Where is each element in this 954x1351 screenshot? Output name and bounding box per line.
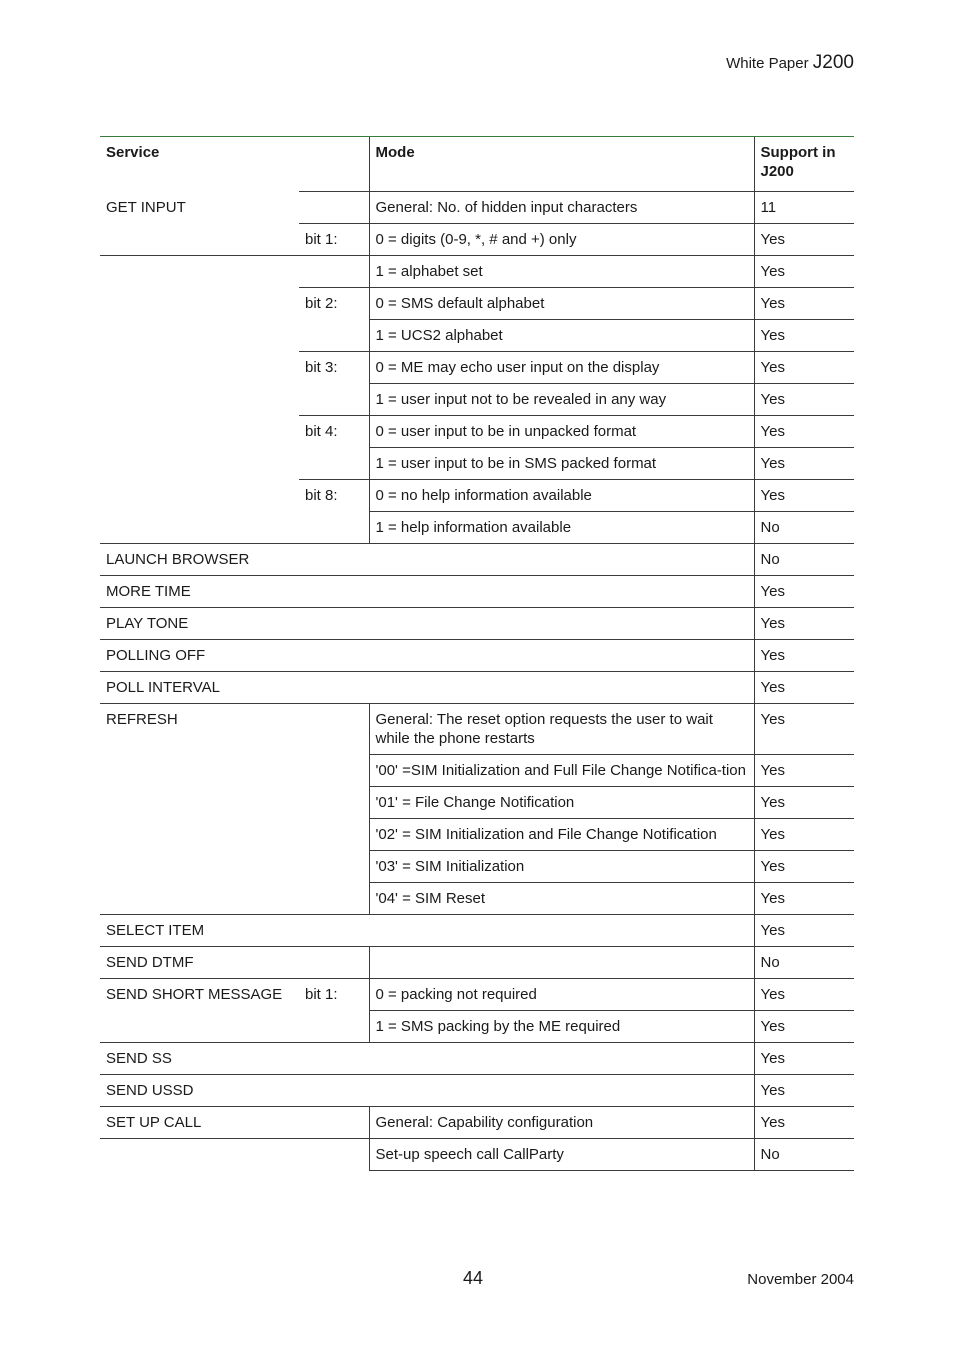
support-cell: Yes: [754, 288, 854, 320]
mode-cell: 1 = help information available: [369, 512, 754, 544]
support-cell: Yes: [754, 787, 854, 819]
bit-cell: [299, 448, 369, 480]
mode-cell: 0 = no help information available: [369, 480, 754, 512]
service-cell: SEND SHORT MESSAGE: [100, 979, 299, 1011]
mode-cell: 0 = SMS default alphabet: [369, 288, 754, 320]
mode-cell: 1 = UCS2 alphabet: [369, 320, 754, 352]
table-row: [100, 416, 854, 448]
bit-cell: bit 2:: [299, 288, 369, 320]
mode-cell: '03' = SIM Initialization: [369, 851, 754, 883]
support-cell: Yes: [754, 672, 854, 704]
table-row: [100, 544, 854, 576]
table-row: [100, 256, 854, 288]
table-row: [100, 787, 854, 819]
mode-cell: General: The reset option requests the user to wait while the phone restarts: [369, 704, 754, 755]
mode-cell: 1 = user input not to be revealed in any way: [369, 384, 754, 416]
table-row: [100, 384, 854, 416]
service-cell: [100, 1139, 369, 1171]
bit-cell: [299, 320, 369, 352]
support-cell: Yes: [754, 384, 854, 416]
service-cell: [100, 787, 369, 819]
table-row: [100, 288, 854, 320]
service-cell: [100, 512, 299, 544]
table-row: [100, 915, 854, 947]
support-cell: Yes: [754, 755, 854, 787]
service-cell: [100, 480, 299, 512]
table-row: [100, 448, 854, 480]
service-cell: [100, 320, 299, 352]
service-cell: [100, 288, 299, 320]
mode-cell: General: Capability configuration: [369, 1107, 754, 1139]
doc-type: White Paper: [726, 55, 809, 72]
support-cell: Yes: [754, 352, 854, 384]
mode-cell: 0 = digits (0-9, *, # and +) only: [369, 224, 754, 256]
bit-cell: [299, 1011, 369, 1043]
support-cell: No: [754, 512, 854, 544]
table-row: [100, 979, 854, 1011]
table-row: [100, 1107, 854, 1139]
header-support: Support in J200: [754, 137, 854, 192]
service-cell: [100, 755, 369, 787]
support-cell: Yes: [754, 915, 854, 947]
service-cell: SEND USSD: [100, 1075, 754, 1107]
table-row: [100, 640, 854, 672]
service-cell: SELECT ITEM: [100, 915, 754, 947]
support-cell: No: [754, 544, 854, 576]
support-cell: 11: [754, 192, 854, 224]
service-cell: SEND SS: [100, 1043, 754, 1075]
service-cell: PLAY TONE: [100, 608, 754, 640]
support-cell: Yes: [754, 1075, 854, 1107]
table-row: [100, 1139, 854, 1171]
service-cell: [100, 384, 299, 416]
mode-cell: '04' = SIM Reset: [369, 883, 754, 915]
bit-cell: bit 1:: [299, 979, 369, 1011]
support-cell: Yes: [754, 704, 854, 755]
support-cell: Yes: [754, 851, 854, 883]
table-row: [100, 851, 854, 883]
bit-cell: bit 8:: [299, 480, 369, 512]
mode-cell: '02' = SIM Initialization and File Change Notification: [369, 819, 754, 851]
table-row: [100, 320, 854, 352]
support-cell: Yes: [754, 224, 854, 256]
mode-cell: 0 = user input to be in unpacked format: [369, 416, 754, 448]
service-cell: [100, 352, 299, 384]
support-cell: Yes: [754, 256, 854, 288]
support-cell: Yes: [754, 448, 854, 480]
bit-cell: [299, 512, 369, 544]
table-row: [100, 512, 854, 544]
header-service: Service: [100, 137, 369, 192]
bit-cell: [299, 192, 369, 224]
mode-cell: 0 = ME may echo user input on the display: [369, 352, 754, 384]
table-row: [100, 755, 854, 787]
table-row: [100, 576, 854, 608]
service-cell: REFRESH: [100, 704, 369, 755]
support-cell: Yes: [754, 883, 854, 915]
support-cell: Yes: [754, 1011, 854, 1043]
service-cell: [100, 819, 369, 851]
table-row: [100, 480, 854, 512]
support-cell: No: [754, 947, 854, 979]
bit-cell: [299, 384, 369, 416]
table-row: [100, 672, 854, 704]
service-cell: POLL INTERVAL: [100, 672, 754, 704]
table-row: [100, 1075, 854, 1107]
table-row: [100, 352, 854, 384]
mode-cell: [369, 947, 754, 979]
table-row: [100, 608, 854, 640]
header-mode: Mode: [369, 137, 754, 192]
support-cell: Yes: [754, 416, 854, 448]
model-name: J200: [812, 52, 854, 73]
bit-cell: bit 3:: [299, 352, 369, 384]
table-row: [100, 704, 854, 755]
service-cell: POLLING OFF: [100, 640, 754, 672]
service-cell: [100, 883, 369, 915]
bit-cell: bit 4:: [299, 416, 369, 448]
support-cell: Yes: [754, 576, 854, 608]
mode-cell: 1 = user input to be in SMS packed format: [369, 448, 754, 480]
publication-date: November 2004: [747, 1271, 854, 1288]
service-cell: [100, 851, 369, 883]
service-cell: SET UP CALL: [100, 1107, 369, 1139]
service-cell: MORE TIME: [100, 576, 754, 608]
table-row: [100, 192, 854, 224]
mode-cell: 0 = packing not required: [369, 979, 754, 1011]
support-cell: Yes: [754, 320, 854, 352]
bit-cell: [299, 256, 369, 288]
support-cell: Yes: [754, 608, 854, 640]
table-header-row: [100, 137, 854, 192]
service-cell: [100, 416, 299, 448]
mode-cell: 1 = alphabet set: [369, 256, 754, 288]
support-cell: No: [754, 1139, 854, 1171]
table-row: [100, 819, 854, 851]
services-table: [100, 136, 854, 1171]
mode-cell: '01' = File Change Notification: [369, 787, 754, 819]
service-cell: SEND DTMF: [100, 947, 369, 979]
table-row: [100, 883, 854, 915]
table-row: [100, 224, 854, 256]
support-cell: Yes: [754, 819, 854, 851]
service-cell: [100, 224, 299, 256]
support-cell: Yes: [754, 1043, 854, 1075]
table-row: [100, 947, 854, 979]
mode-cell: General: No. of hidden input characters: [369, 192, 754, 224]
page-header: [726, 52, 854, 74]
mode-cell: '00' =SIM Initialization and Full File Change Notifica-tion: [369, 755, 754, 787]
service-cell: [100, 1011, 299, 1043]
support-cell: Yes: [754, 640, 854, 672]
service-cell: [100, 448, 299, 480]
table-row: [100, 1043, 854, 1075]
support-cell: Yes: [754, 480, 854, 512]
bit-cell: bit 1:: [299, 224, 369, 256]
page-number: 44: [463, 1268, 484, 1288]
table-row: [100, 1011, 854, 1043]
mode-cell: Set-up speech call CallParty: [369, 1139, 754, 1171]
mode-cell: 1 = SMS packing by the ME required: [369, 1011, 754, 1043]
service-cell: LAUNCH BROWSER: [100, 544, 754, 576]
service-cell: GET INPUT: [106, 198, 186, 216]
service-cell: [100, 256, 299, 288]
support-cell: Yes: [754, 1107, 854, 1139]
support-cell: Yes: [754, 979, 854, 1011]
